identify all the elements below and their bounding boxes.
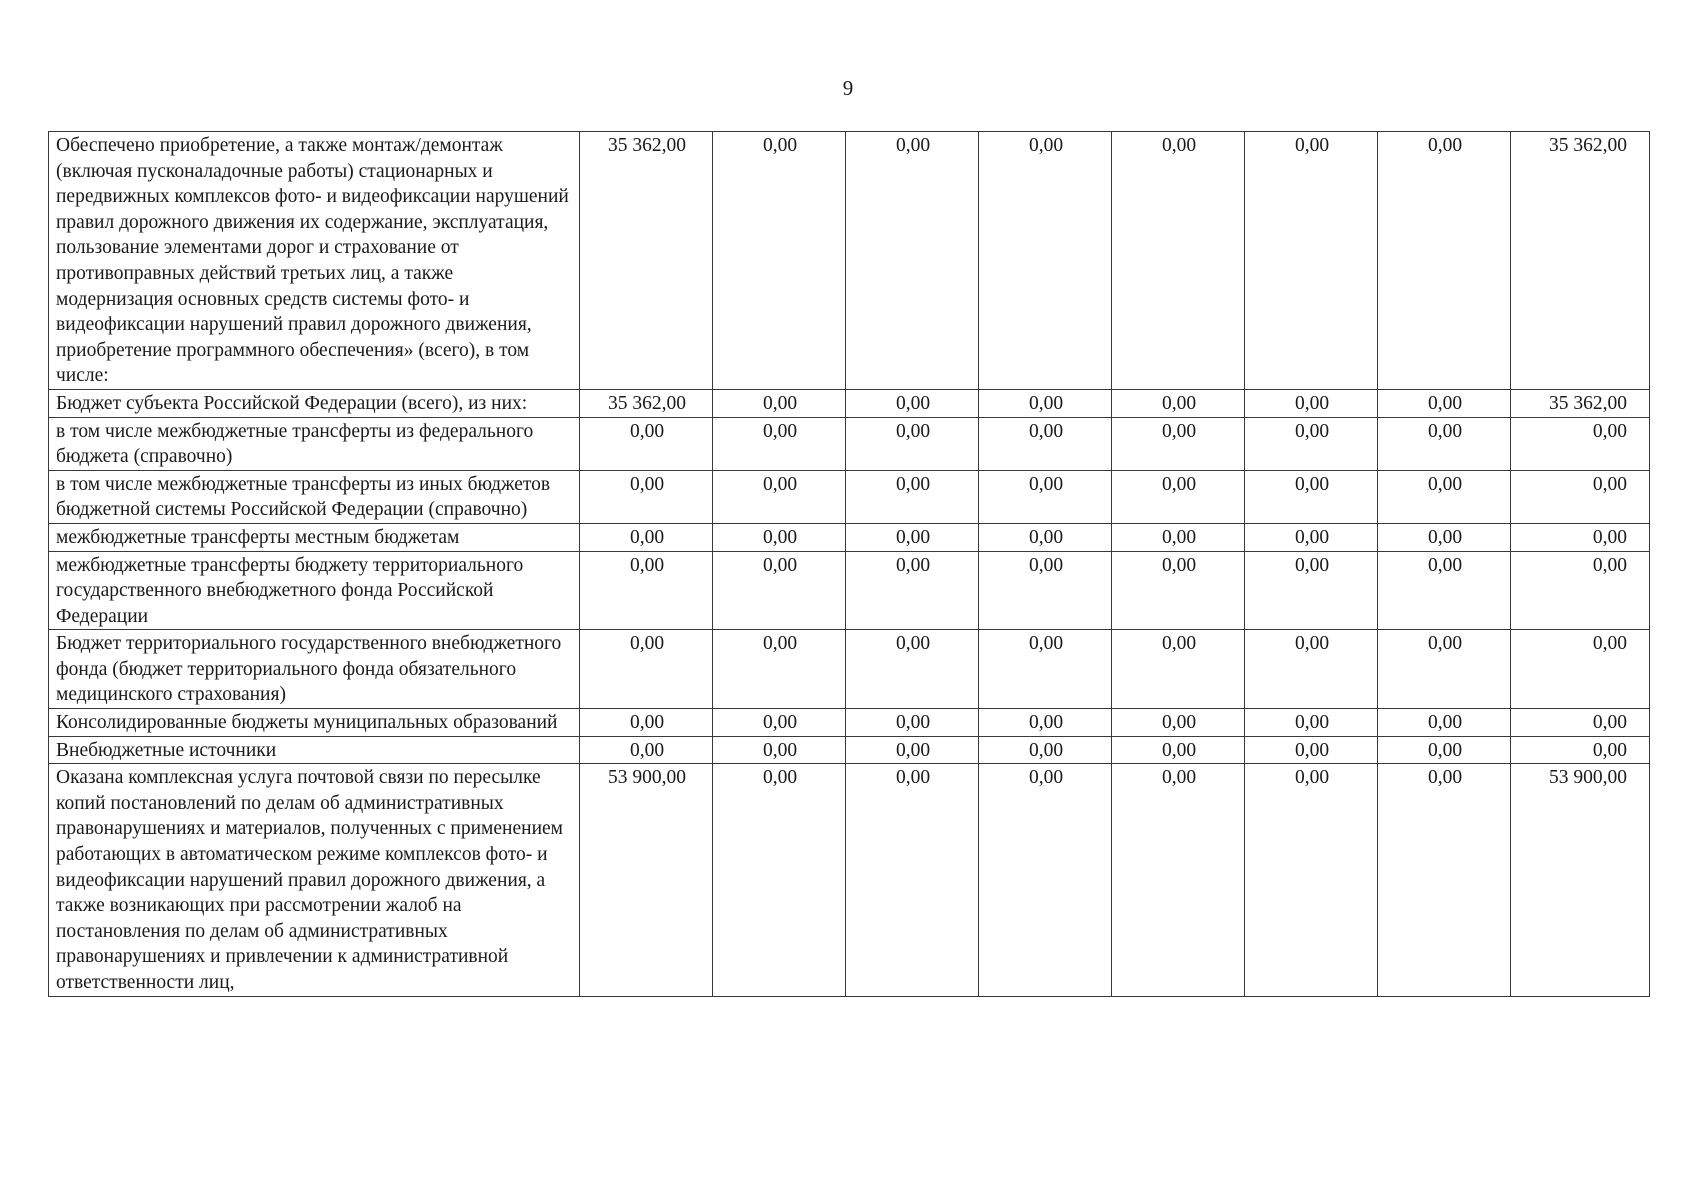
value-cell: 0,00 <box>979 389 1112 417</box>
value-cell: 0,00 <box>1378 523 1511 551</box>
value-cell: 0,00 <box>979 132 1112 390</box>
value-cell: 0,00 <box>1511 470 1650 523</box>
value-cell: 0,00 <box>1378 630 1511 709</box>
value-cell: 0,00 <box>1511 417 1650 470</box>
value-cell: 0,00 <box>979 764 1112 996</box>
value-cell: 0,00 <box>713 736 846 764</box>
row-label: Бюджет субъекта Российской Федерации (всего), из них: <box>49 389 580 417</box>
row-label: Обеспечено приобретение, а также монтаж/демонтаж (включая пусконаладочные работы) стационарных и передвижных комплексов фото- и видеофиксации нарушений правил дорожного движения их содержание, эксплуатация, пользование элементами дорог и страхование от противоправных действий третьих лиц, а также модернизация основных средств системы фото- и видеофиксации нарушений правил дорожного движения, приобретение программного обеспечения» (всего), в том числе: <box>49 132 580 390</box>
value-cell: 0,00 <box>1245 551 1378 630</box>
value-cell: 35 362,00 <box>580 389 713 417</box>
table-row <box>49 132 1650 390</box>
value-cell: 0,00 <box>713 630 846 709</box>
value-cell: 0,00 <box>580 630 713 709</box>
value-cell: 0,00 <box>1112 132 1245 390</box>
row-label: межбюджетные трансферты местным бюджетам <box>49 523 580 551</box>
value-cell: 35 362,00 <box>1511 132 1650 390</box>
table-row <box>49 630 1650 709</box>
value-cell: 0,00 <box>1378 389 1511 417</box>
table-row <box>49 736 1650 764</box>
value-cell: 0,00 <box>1112 551 1245 630</box>
value-cell: 0,00 <box>580 736 713 764</box>
table-row <box>49 709 1650 737</box>
value-cell: 0,00 <box>580 470 713 523</box>
value-cell: 0,00 <box>846 417 979 470</box>
value-cell: 0,00 <box>713 764 846 996</box>
page-number: 9 <box>842 76 854 100</box>
value-cell: 0,00 <box>846 132 979 390</box>
value-cell: 0,00 <box>1112 709 1245 737</box>
value-cell: 0,00 <box>1245 417 1378 470</box>
value-cell: 0,00 <box>580 709 713 737</box>
value-cell: 0,00 <box>846 736 979 764</box>
value-cell: 0,00 <box>580 417 713 470</box>
value-cell: 0,00 <box>1112 764 1245 996</box>
value-cell: 0,00 <box>1245 470 1378 523</box>
table-row <box>49 417 1650 470</box>
value-cell: 0,00 <box>979 551 1112 630</box>
value-cell: 0,00 <box>1245 764 1378 996</box>
value-cell: 53 900,00 <box>580 764 713 996</box>
value-cell: 0,00 <box>1378 736 1511 764</box>
row-label: Оказана комплексная услуга почтовой связи по пересылке копий постановлений по делам об административных правонарушениях и материалов, полученных с применением работающих в автоматическом режиме комплексов фото- и видеофиксации нарушений правил дорожного движения, а также возникающих при рассмотрении жалоб на постановления по делам об административных правонарушениях и привлечении к административной ответственности лиц, <box>49 764 580 996</box>
value-cell: 0,00 <box>1112 470 1245 523</box>
value-cell: 0,00 <box>979 709 1112 737</box>
value-cell: 0,00 <box>1112 630 1245 709</box>
value-cell: 0,00 <box>1112 736 1245 764</box>
value-cell: 0,00 <box>713 132 846 390</box>
value-cell: 0,00 <box>1378 132 1511 390</box>
value-cell: 0,00 <box>713 389 846 417</box>
value-cell: 0,00 <box>979 630 1112 709</box>
value-cell: 0,00 <box>846 551 979 630</box>
row-label: межбюджетные трансферты бюджету территориального государственного внебюджетного фонда Российской Федерации <box>49 551 580 630</box>
value-cell: 0,00 <box>1245 389 1378 417</box>
value-cell: 0,00 <box>979 417 1112 470</box>
row-label: Бюджет территориального государственного внебюджетного фонда (бюджет территориального фонда обязательного медицинского страхования) <box>49 630 580 709</box>
value-cell: 0,00 <box>1511 736 1650 764</box>
value-cell: 0,00 <box>1378 470 1511 523</box>
table-row <box>49 551 1650 630</box>
value-cell: 0,00 <box>1245 736 1378 764</box>
budget-table <box>48 131 1650 997</box>
value-cell: 0,00 <box>580 551 713 630</box>
value-cell: 0,00 <box>1378 417 1511 470</box>
value-cell: 0,00 <box>1511 630 1650 709</box>
value-cell: 0,00 <box>713 417 846 470</box>
value-cell: 35 362,00 <box>1511 389 1650 417</box>
table-row <box>49 389 1650 417</box>
value-cell: 0,00 <box>1378 764 1511 996</box>
value-cell: 0,00 <box>1112 523 1245 551</box>
value-cell: 0,00 <box>846 709 979 737</box>
table-row <box>49 523 1650 551</box>
value-cell: 0,00 <box>1378 551 1511 630</box>
row-label: в том числе межбюджетные трансферты из иных бюджетов бюджетной системы Российской Федерации (справочно) <box>49 470 580 523</box>
row-label: Внебюджетные источники <box>49 736 580 764</box>
value-cell: 0,00 <box>1245 523 1378 551</box>
value-cell: 0,00 <box>1511 709 1650 737</box>
value-cell: 0,00 <box>713 523 846 551</box>
value-cell: 0,00 <box>713 470 846 523</box>
row-label: Консолидированные бюджеты муниципальных образований <box>49 709 580 737</box>
value-cell: 0,00 <box>846 470 979 523</box>
value-cell: 0,00 <box>979 523 1112 551</box>
value-cell: 0,00 <box>1245 132 1378 390</box>
value-cell: 0,00 <box>846 389 979 417</box>
value-cell: 0,00 <box>1245 630 1378 709</box>
value-cell: 0,00 <box>1378 709 1511 737</box>
value-cell: 0,00 <box>713 709 846 737</box>
value-cell: 0,00 <box>1245 709 1378 737</box>
table-row <box>49 470 1650 523</box>
value-cell: 53 900,00 <box>1511 764 1650 996</box>
value-cell: 0,00 <box>846 630 979 709</box>
value-cell: 0,00 <box>1511 523 1650 551</box>
value-cell: 0,00 <box>979 736 1112 764</box>
value-cell: 0,00 <box>580 523 713 551</box>
value-cell: 0,00 <box>1112 417 1245 470</box>
table-body <box>49 132 1650 997</box>
value-cell: 0,00 <box>1511 551 1650 630</box>
value-cell: 0,00 <box>846 764 979 996</box>
table-row <box>49 764 1650 996</box>
row-label: в том числе межбюджетные трансферты из федерального бюджета (справочно) <box>49 417 580 470</box>
value-cell: 0,00 <box>979 470 1112 523</box>
value-cell: 0,00 <box>1112 389 1245 417</box>
value-cell: 35 362,00 <box>580 132 713 390</box>
value-cell: 0,00 <box>846 523 979 551</box>
value-cell: 0,00 <box>713 551 846 630</box>
